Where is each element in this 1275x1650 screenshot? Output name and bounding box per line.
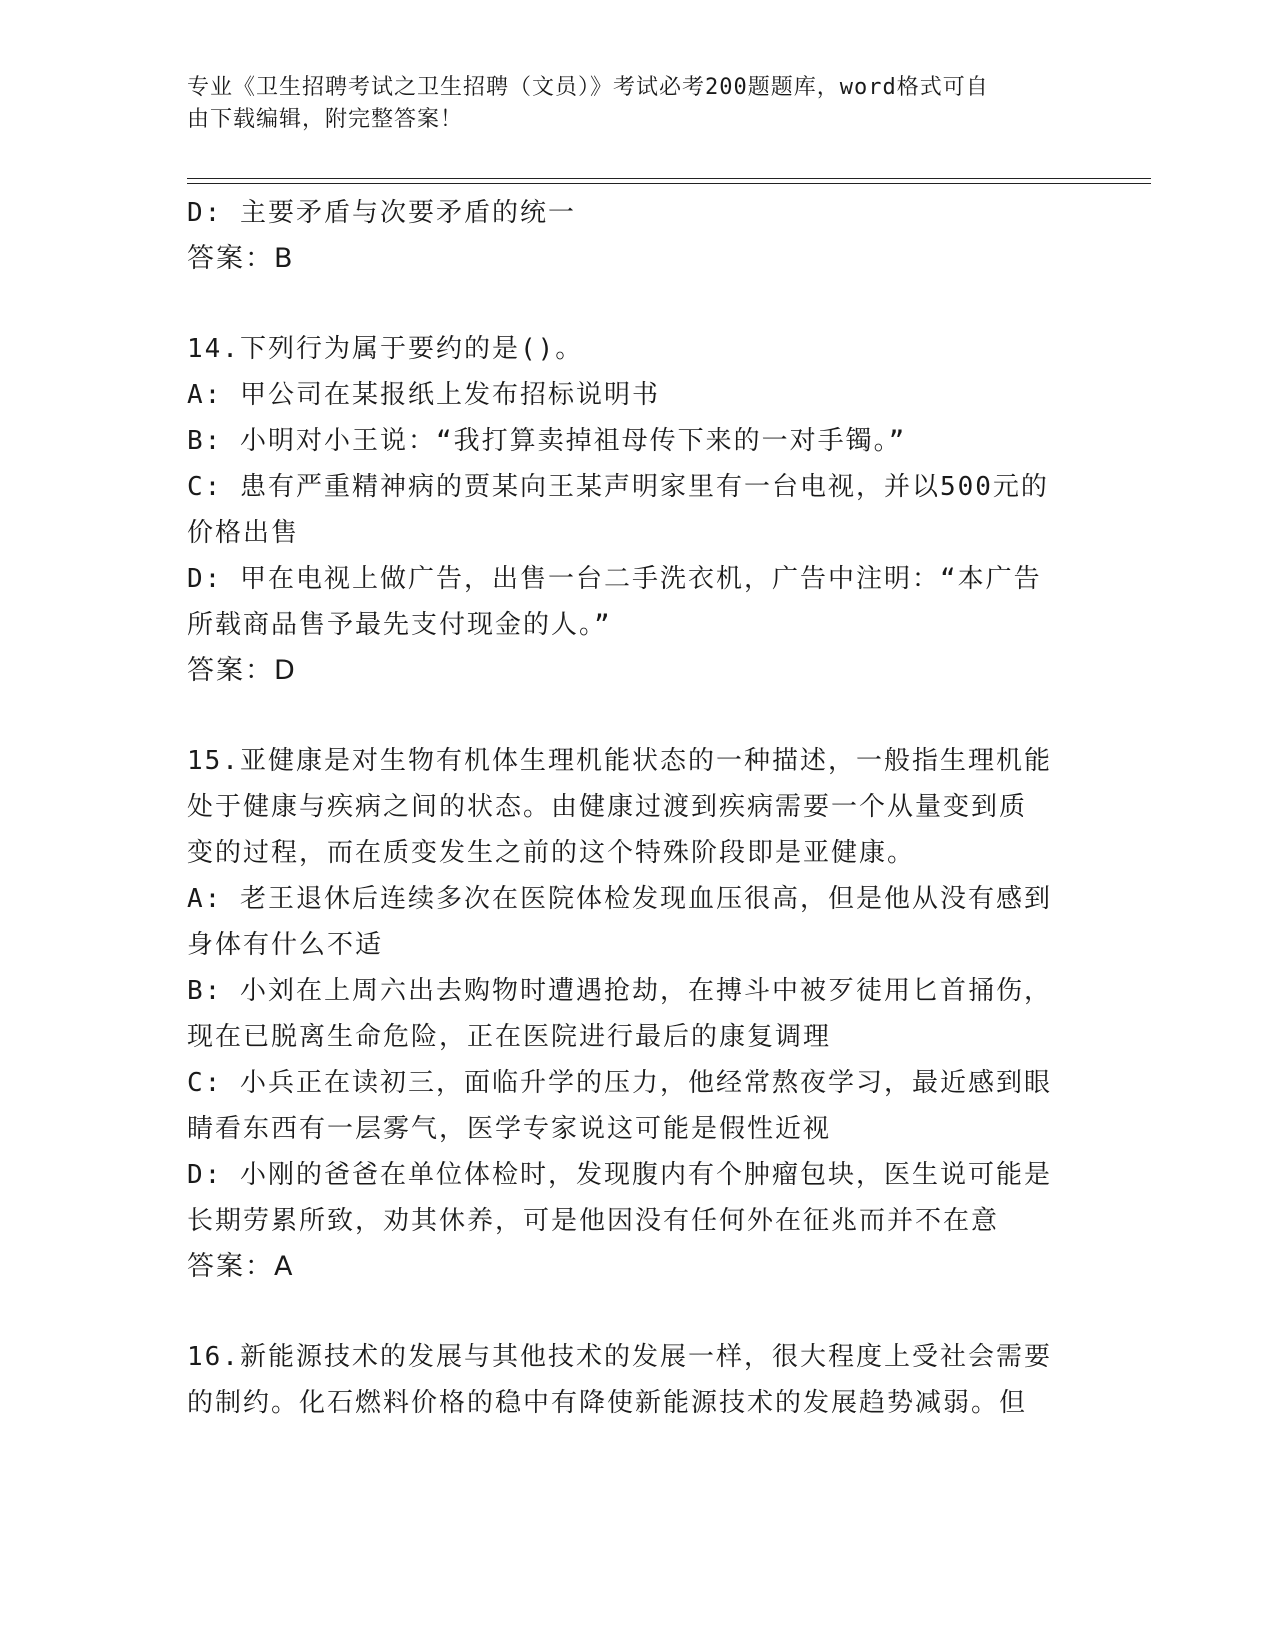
question-14: [187, 326, 1077, 694]
page-header: [187, 72, 1067, 136]
q15-option-c-line-2: 睛看东西有一层雾气，医学专家说这可能是假性近视: [187, 1114, 832, 1144]
question-15: [187, 738, 1077, 1290]
header-divider-top: [187, 178, 1151, 179]
q14-option-c-line-2: 价格出售: [187, 518, 300, 548]
q14-option-d-line-1: D: 甲在电视上做广告，出售一台二手洗衣机，广告中注明：“本广告: [187, 564, 1042, 594]
document-body: [187, 190, 1077, 1426]
question-13: [187, 190, 1077, 282]
q14-answer: 答案：D: [187, 655, 297, 686]
q15-option-d-line-1: D: 小刚的爸爸在单位体检时，发现腹内有个肿瘤包块，医生说可能是: [187, 1160, 1052, 1190]
spacer: [187, 1290, 1077, 1334]
q14-option-a: A: 甲公司在某报纸上发布招标说明书: [187, 380, 660, 410]
q15-option-b-line-1: B: 小刘在上周六出去购物时遭遇抢劫，在搏斗中被歹徒用匕首捅伤，: [187, 976, 1052, 1006]
spacer: [187, 694, 1077, 738]
q15-option-d-line-2: 长期劳累所致，劝其休养，可是他因没有任何外在征兆而并不在意: [187, 1206, 1000, 1236]
q14-option-c-line-1: C: 患有严重精神病的贾某向王某声明家里有一台电视，并以500元的: [187, 472, 1049, 502]
q15-stem-line-3: 变的过程，而在质变发生之前的这个特殊阶段即是亚健康。: [187, 838, 916, 868]
q14-stem: 14.下列行为属于要约的是()。: [187, 334, 584, 364]
q14-option-b: B: 小明对小王说：“我打算卖掉祖母传下来的一对手镯。”: [187, 426, 907, 456]
q15-answer: 答案：A: [187, 1251, 295, 1282]
q14-option-d-line-2: 所载商品售予最先支付现金的人。”: [187, 610, 612, 640]
header-divider-bottom: [187, 183, 1151, 184]
question-16: [187, 1334, 1077, 1426]
q13-answer: 答案：B: [187, 243, 295, 274]
q13-option-d: D: 主要矛盾与次要矛盾的统一: [187, 198, 576, 228]
q16-stem-line-1: 16.新能源技术的发展与其他技术的发展一样，很大程度上受社会需要: [187, 1342, 1052, 1372]
header-line-1: 专业《卫生招聘考试之卫生招聘（文员）》考试必考200题题库，word格式可自: [187, 75, 989, 100]
q15-option-c-line-1: C: 小兵正在读初三，面临升学的压力，他经常熬夜学习，最近感到眼: [187, 1068, 1052, 1098]
q15-option-b-line-2: 现在已脱离生命危险，正在医院进行最后的康复调理: [187, 1022, 832, 1052]
q16-stem-line-2: 的制约。化石燃料价格的稳中有降使新能源技术的发展趋势减弱。但: [187, 1388, 1028, 1418]
q15-stem-line-2: 处于健康与疾病之间的状态。由健康过渡到疾病需要一个从量变到质: [187, 792, 1028, 822]
q15-stem-line-1: 15.亚健康是对生物有机体生理机能状态的一种描述，一般指生理机能: [187, 746, 1052, 776]
q15-option-a-line-1: A: 老王退休后连续多次在医院体检发现血压很高，但是他从没有感到: [187, 884, 1052, 914]
header-line-2: 由下载编辑，附完整答案！: [187, 107, 464, 132]
spacer: [187, 282, 1077, 326]
q15-option-a-line-2: 身体有什么不适: [187, 930, 384, 960]
